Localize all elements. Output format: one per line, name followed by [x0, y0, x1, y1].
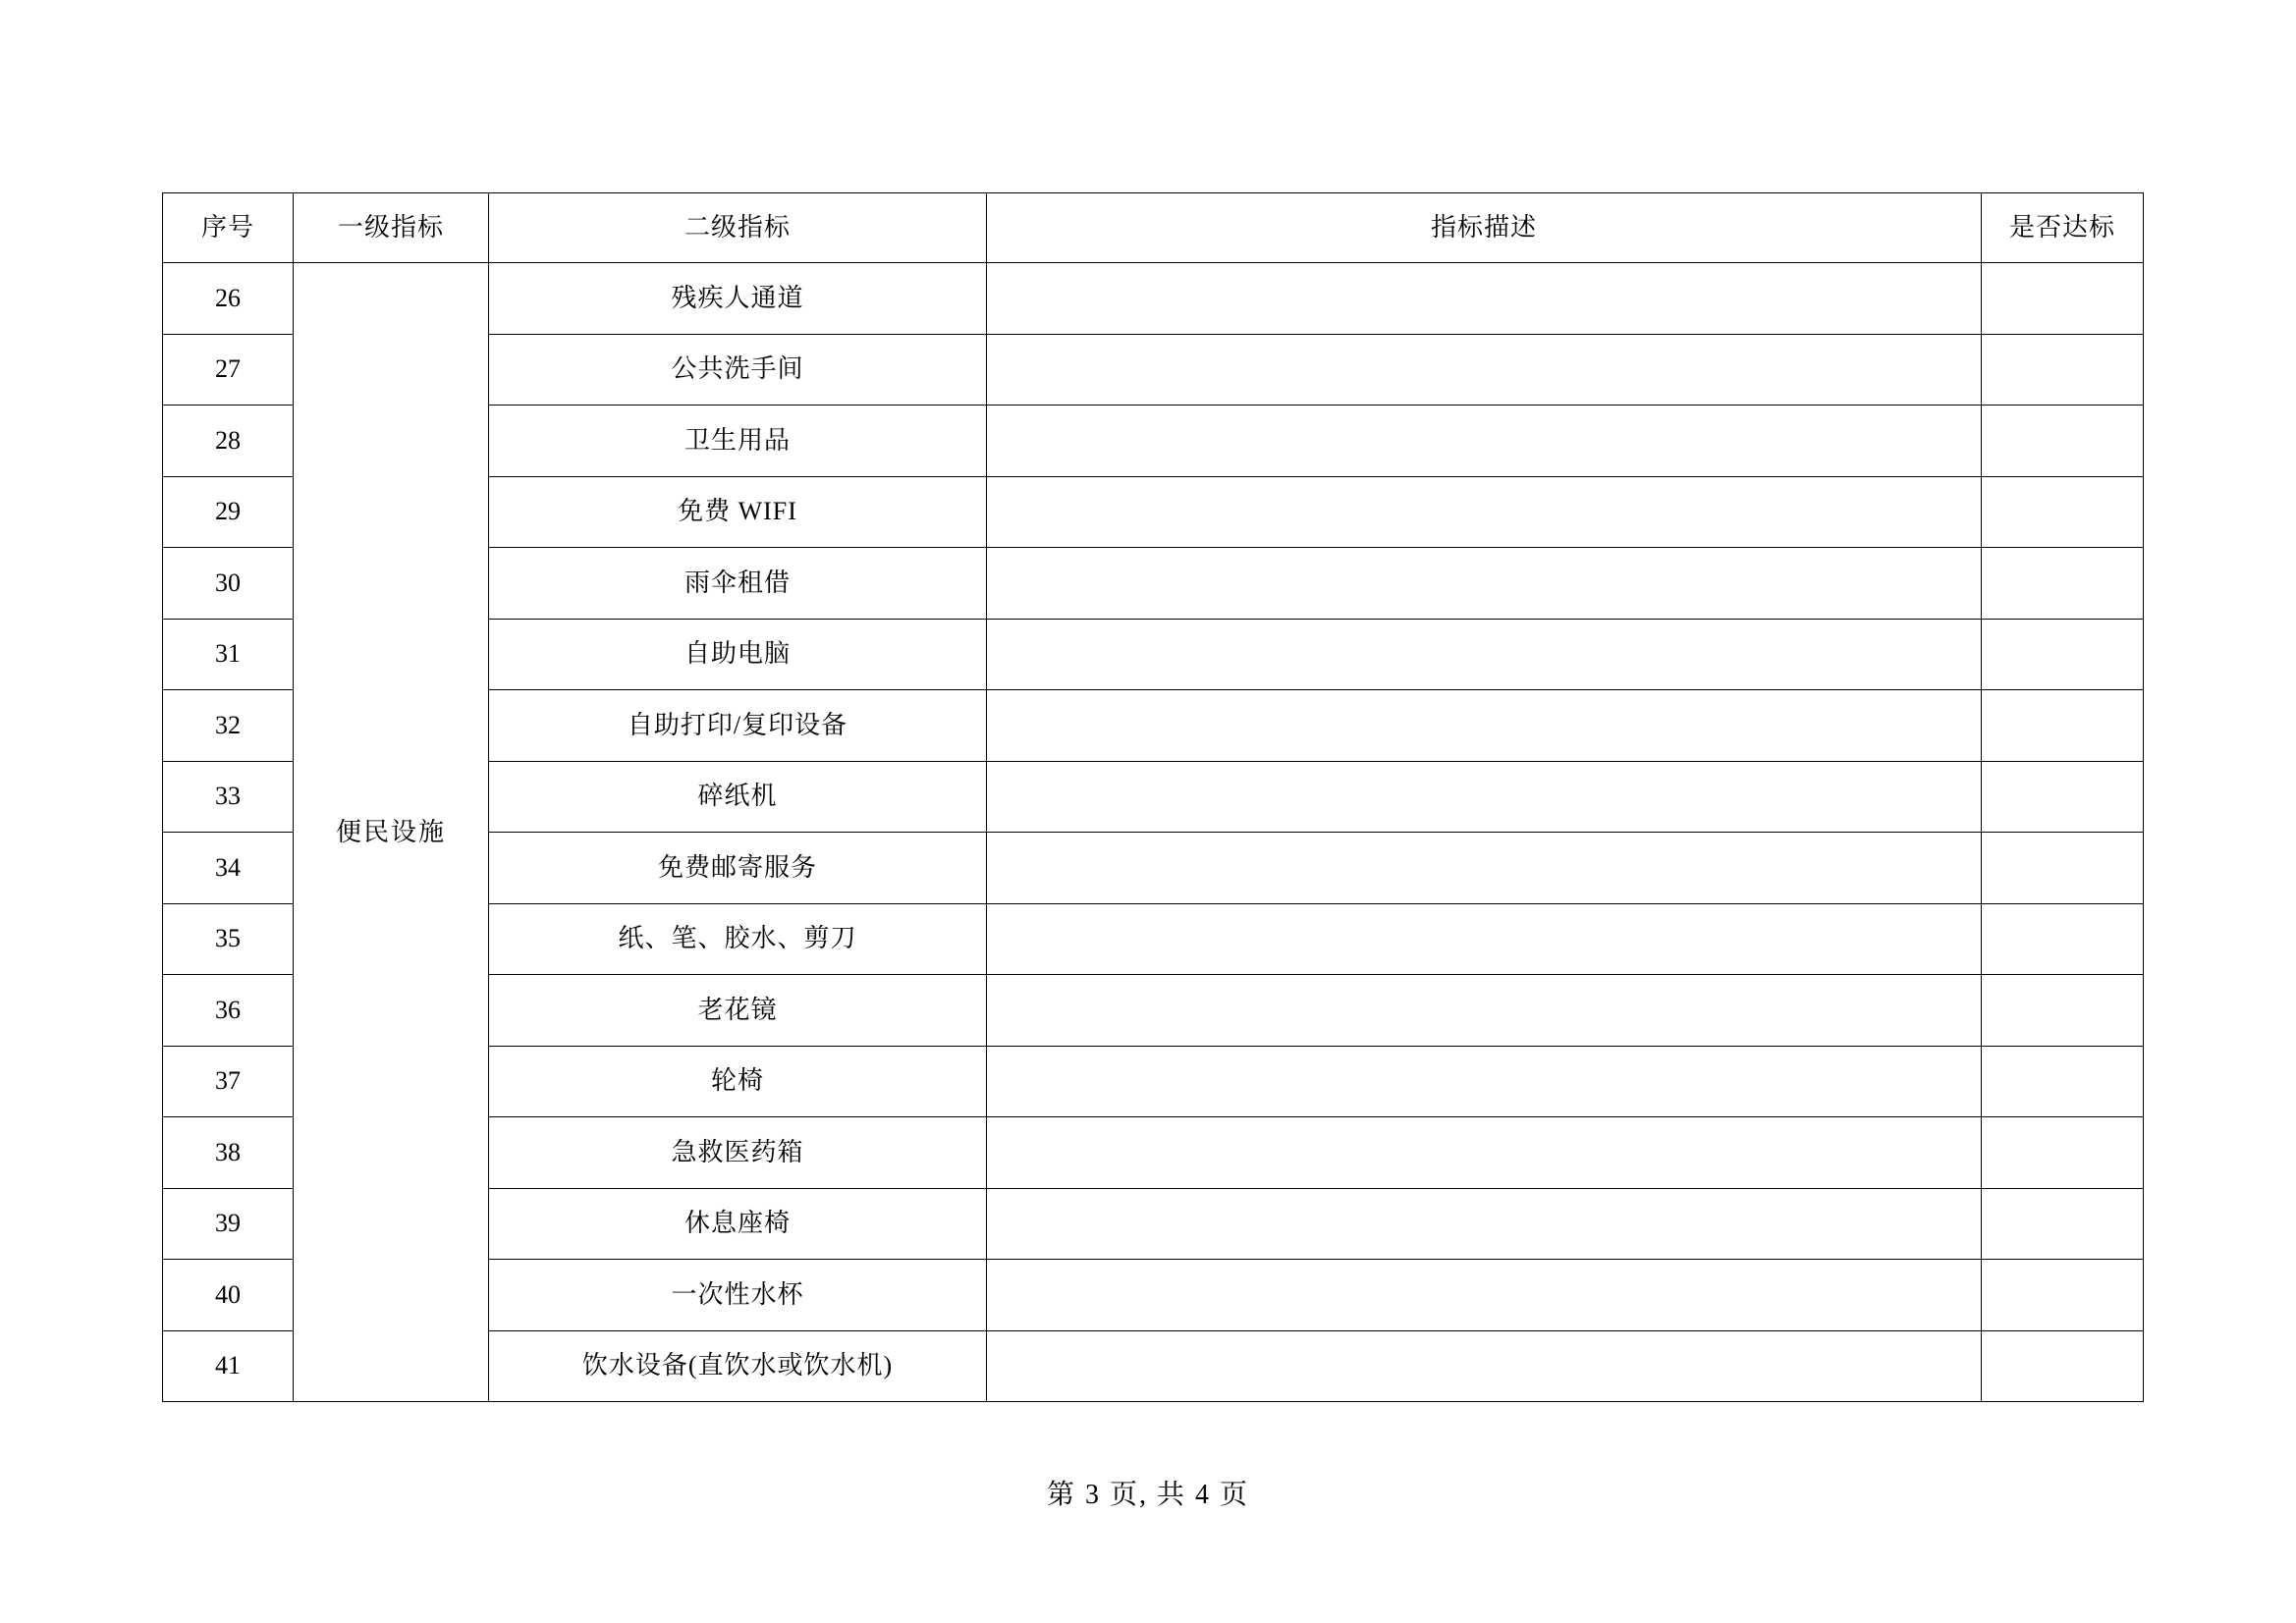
cell-meets-standard[interactable] — [1982, 334, 2144, 406]
column-header-seq: 序号 — [163, 193, 294, 263]
cell-level2-name: 自助打印/复印设备 — [489, 690, 987, 762]
cell-seq: 36 — [163, 975, 294, 1047]
cell-seq: 34 — [163, 833, 294, 904]
cell-description[interactable] — [987, 406, 1982, 477]
cell-description[interactable] — [987, 263, 1982, 335]
cell-level2-name: 休息座椅 — [489, 1188, 987, 1260]
cell-seq: 37 — [163, 1046, 294, 1117]
cell-meets-standard[interactable] — [1982, 1330, 2144, 1402]
cell-seq: 27 — [163, 334, 294, 406]
cell-level1-group: 便民设施 — [294, 263, 489, 1402]
cell-description[interactable] — [987, 548, 1982, 620]
column-header-meets-standard: 是否达标 — [1982, 193, 2144, 263]
cell-description[interactable] — [987, 975, 1982, 1047]
cell-seq: 40 — [163, 1260, 294, 1331]
cell-description[interactable] — [987, 833, 1982, 904]
cell-description[interactable] — [987, 690, 1982, 762]
cell-description[interactable] — [987, 1330, 1982, 1402]
column-header-description: 指标描述 — [987, 193, 1982, 263]
page-footer: 第 3 页, 共 4 页 — [1046, 1480, 1249, 1510]
cell-seq: 31 — [163, 619, 294, 690]
cell-seq: 32 — [163, 690, 294, 762]
cell-meets-standard[interactable] — [1982, 476, 2144, 548]
cell-level2-name: 残疾人通道 — [489, 263, 987, 335]
cell-description[interactable] — [987, 903, 1982, 975]
cell-level2-name: 一次性水杯 — [489, 1260, 987, 1331]
cell-level2-name: 免费 WIFI — [489, 476, 987, 548]
cell-seq: 35 — [163, 903, 294, 975]
cell-level2-name: 自助电脑 — [489, 619, 987, 690]
table-header-row — [163, 193, 2144, 263]
cell-meets-standard[interactable] — [1982, 619, 2144, 690]
cell-level2-name: 轮椅 — [489, 1046, 987, 1117]
cell-meets-standard[interactable] — [1982, 975, 2144, 1047]
cell-meets-standard[interactable] — [1982, 1117, 2144, 1189]
table-header — [163, 193, 2144, 263]
cell-level2-name: 免费邮寄服务 — [489, 833, 987, 904]
cell-level2-name: 纸、笔、胶水、剪刀 — [489, 903, 987, 975]
cell-seq: 30 — [163, 548, 294, 620]
cell-meets-standard[interactable] — [1982, 833, 2144, 904]
cell-description[interactable] — [987, 1260, 1982, 1331]
cell-meets-standard[interactable] — [1982, 406, 2144, 477]
cell-meets-standard[interactable] — [1982, 1188, 2144, 1260]
cell-level2-name: 碎纸机 — [489, 761, 987, 833]
cell-seq: 39 — [163, 1188, 294, 1260]
cell-level2-name: 老花镜 — [489, 975, 987, 1047]
cell-meets-standard[interactable] — [1982, 690, 2144, 762]
cell-description[interactable] — [987, 476, 1982, 548]
cell-meets-standard[interactable] — [1982, 263, 2144, 335]
cell-description[interactable] — [987, 334, 1982, 406]
cell-seq: 38 — [163, 1117, 294, 1189]
cell-meets-standard[interactable] — [1982, 761, 2144, 833]
indicator-table — [162, 192, 2144, 1402]
cell-meets-standard[interactable] — [1982, 1046, 2144, 1117]
cell-meets-standard[interactable] — [1982, 548, 2144, 620]
cell-level2-name: 饮水设备(直饮水或饮水机) — [489, 1330, 987, 1402]
cell-meets-standard[interactable] — [1982, 1260, 2144, 1331]
cell-level2-name: 卫生用品 — [489, 406, 987, 477]
column-header-level1: 一级指标 — [294, 193, 489, 263]
cell-seq: 26 — [163, 263, 294, 335]
table-row — [163, 263, 2144, 335]
cell-meets-standard[interactable] — [1982, 903, 2144, 975]
column-header-level2: 二级指标 — [489, 193, 987, 263]
cell-description[interactable] — [987, 1188, 1982, 1260]
cell-seq: 29 — [163, 476, 294, 548]
cell-seq: 41 — [163, 1330, 294, 1402]
cell-level2-name: 急救医药箱 — [489, 1117, 987, 1189]
cell-level2-name: 雨伞租借 — [489, 548, 987, 620]
cell-description[interactable] — [987, 619, 1982, 690]
cell-description[interactable] — [987, 1046, 1982, 1117]
cell-seq: 33 — [163, 761, 294, 833]
cell-seq: 28 — [163, 406, 294, 477]
cell-level2-name: 公共洗手间 — [489, 334, 987, 406]
table-body — [163, 263, 2144, 1402]
cell-description[interactable] — [987, 1117, 1982, 1189]
cell-description[interactable] — [987, 761, 1982, 833]
